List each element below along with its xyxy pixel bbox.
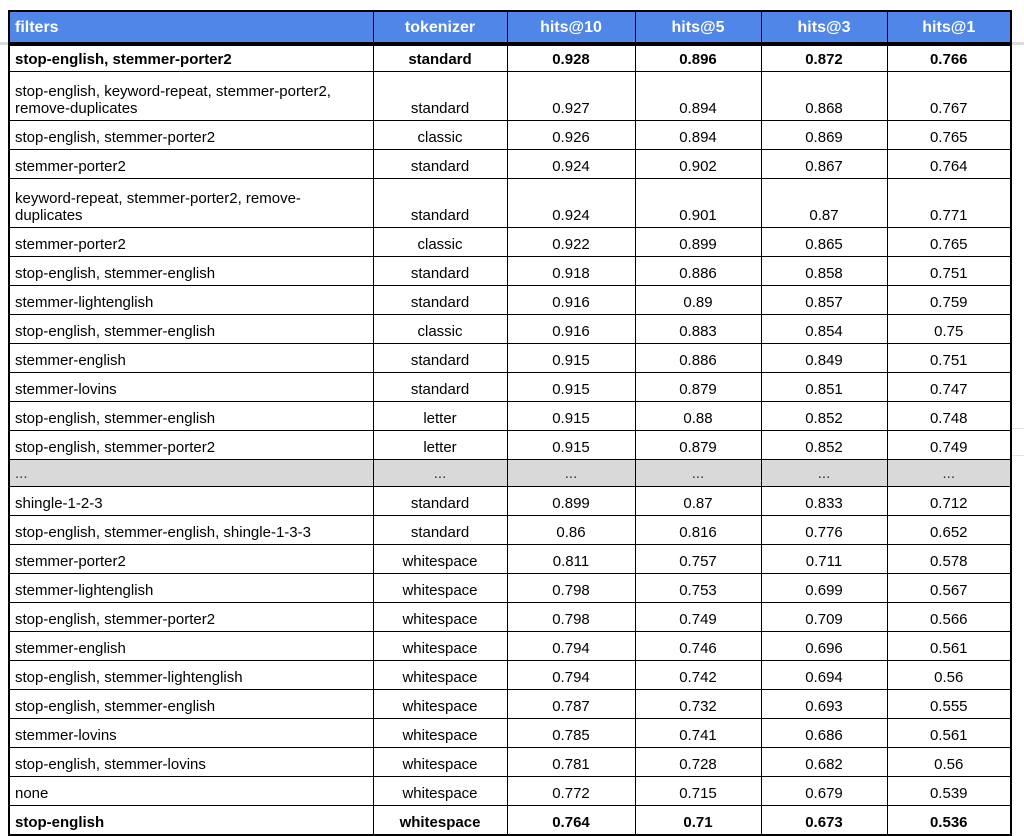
cell-filters[interactable]: stop-english, stemmer-english	[9, 690, 373, 719]
header-hits10[interactable]: hits@10	[507, 11, 635, 44]
cell-hits10[interactable]: ...	[507, 460, 635, 487]
cell-hits1[interactable]: 0.765	[887, 228, 1011, 257]
cell-hits10[interactable]: 0.787	[507, 690, 635, 719]
cell-hits10[interactable]: 0.918	[507, 257, 635, 286]
cell-hits3[interactable]: 0.693	[761, 690, 887, 719]
cell-hits10[interactable]: 0.915	[507, 373, 635, 402]
cell-hits10[interactable]: 0.915	[507, 344, 635, 373]
cell-tokenizer[interactable]: whitespace	[373, 777, 507, 806]
cell-hits5[interactable]: 0.886	[635, 257, 761, 286]
cell-filters[interactable]: stemmer-lightenglish	[9, 286, 373, 315]
table-row	[9, 748, 1011, 777]
cell-tokenizer[interactable]: whitespace	[373, 661, 507, 690]
cell-hits5[interactable]: 0.883	[635, 315, 761, 344]
cell-hits5[interactable]: 0.901	[635, 179, 761, 228]
cell-filters[interactable]: stop-english, stemmer-porter2	[9, 431, 373, 460]
table-row	[9, 402, 1011, 431]
cell-hits5[interactable]: 0.757	[635, 545, 761, 574]
cell-tokenizer[interactable]: whitespace	[373, 748, 507, 777]
results-table	[8, 10, 1012, 836]
table-row	[9, 719, 1011, 748]
cell-tokenizer[interactable]: standard	[373, 150, 507, 179]
table-row	[9, 806, 1011, 836]
cell-hits1[interactable]: 0.56	[887, 661, 1011, 690]
cell-hits10[interactable]: 0.781	[507, 748, 635, 777]
cell-filters[interactable]: stop-english, stemmer-english	[9, 402, 373, 431]
cell-hits3[interactable]: ...	[761, 460, 887, 487]
cell-tokenizer[interactable]: whitespace	[373, 632, 507, 661]
cell-tokenizer[interactable]: whitespace	[373, 719, 507, 748]
cell-hits5[interactable]: 0.902	[635, 150, 761, 179]
cell-hits3[interactable]: 0.852	[761, 402, 887, 431]
cell-hits1[interactable]: 0.536	[887, 806, 1011, 836]
grid-line	[1012, 428, 1024, 429]
grid-line	[1012, 455, 1024, 456]
table-row	[9, 516, 1011, 545]
cell-hits10[interactable]: 0.785	[507, 719, 635, 748]
cell-hits1[interactable]: 0.56	[887, 748, 1011, 777]
header-row	[9, 11, 1011, 44]
cell-hits1[interactable]: 0.712	[887, 487, 1011, 516]
cell-filters[interactable]: shingle-1-2-3	[9, 487, 373, 516]
cell-hits1[interactable]: 0.771	[887, 179, 1011, 228]
cell-tokenizer[interactable]: standard	[373, 72, 507, 121]
table-row	[9, 373, 1011, 402]
cell-hits10[interactable]: 0.926	[507, 121, 635, 150]
table-row	[9, 632, 1011, 661]
cell-tokenizer[interactable]: standard	[373, 44, 507, 72]
cell-hits3[interactable]: 0.87	[761, 179, 887, 228]
cell-hits3[interactable]: 0.673	[761, 806, 887, 836]
cell-tokenizer[interactable]: standard	[373, 516, 507, 545]
cell-filters[interactable]: stemmer-lightenglish	[9, 574, 373, 603]
cell-hits10[interactable]: 0.916	[507, 315, 635, 344]
cell-hits5[interactable]: 0.816	[635, 516, 761, 545]
cell-filters[interactable]: ...	[9, 460, 373, 487]
cell-tokenizer[interactable]: classic	[373, 121, 507, 150]
cell-hits3[interactable]: 0.849	[761, 344, 887, 373]
cell-hits5[interactable]: 0.894	[635, 72, 761, 121]
cell-tokenizer[interactable]: standard	[373, 257, 507, 286]
cell-hits1[interactable]: 0.75	[887, 315, 1011, 344]
cell-tokenizer[interactable]: standard	[373, 487, 507, 516]
cell-hits10[interactable]: 0.924	[507, 179, 635, 228]
cell-hits1[interactable]: 0.561	[887, 632, 1011, 661]
cell-hits5[interactable]: 0.896	[635, 44, 761, 72]
cell-hits5[interactable]: 0.749	[635, 603, 761, 632]
cell-hits3[interactable]: 0.857	[761, 286, 887, 315]
cell-hits1[interactable]: 0.759	[887, 286, 1011, 315]
header-hits5[interactable]: hits@5	[635, 11, 761, 44]
cell-hits5[interactable]: 0.879	[635, 431, 761, 460]
cell-hits5[interactable]: ...	[635, 460, 761, 487]
cell-tokenizer[interactable]: whitespace	[373, 690, 507, 719]
cell-filters[interactable]: stemmer-porter2	[9, 228, 373, 257]
cell-filters[interactable]: stemmer-english	[9, 344, 373, 373]
cell-hits3[interactable]: 0.858	[761, 257, 887, 286]
cell-filters[interactable]: stop-english	[9, 806, 373, 836]
cell-hits10[interactable]: 0.794	[507, 661, 635, 690]
cell-hits3[interactable]: 0.852	[761, 431, 887, 460]
cell-hits10[interactable]: 0.916	[507, 286, 635, 315]
cell-hits5[interactable]: 0.746	[635, 632, 761, 661]
table-row	[9, 603, 1011, 632]
cell-tokenizer[interactable]: whitespace	[373, 545, 507, 574]
table-row	[9, 574, 1011, 603]
cell-hits10[interactable]: 0.915	[507, 431, 635, 460]
cell-hits1[interactable]: 0.748	[887, 402, 1011, 431]
ellipsis-row	[9, 460, 1011, 487]
cell-hits3[interactable]: 0.679	[761, 777, 887, 806]
cell-hits3[interactable]: 0.776	[761, 516, 887, 545]
cell-filters[interactable]: stemmer-lovins	[9, 719, 373, 748]
cell-tokenizer[interactable]: whitespace	[373, 603, 507, 632]
cell-tokenizer[interactable]: whitespace	[373, 574, 507, 603]
table-row	[9, 661, 1011, 690]
cell-tokenizer[interactable]: standard	[373, 286, 507, 315]
cell-hits3[interactable]: 0.711	[761, 545, 887, 574]
cell-tokenizer[interactable]: classic	[373, 228, 507, 257]
cell-hits1[interactable]: ...	[887, 460, 1011, 487]
cell-filters[interactable]: stemmer-porter2	[9, 545, 373, 574]
cell-filters[interactable]: stop-english, stemmer-porter2	[9, 121, 373, 150]
cell-filters[interactable]: stop-english, stemmer-lovins	[9, 748, 373, 777]
table-row	[9, 777, 1011, 806]
cell-filters[interactable]: none	[9, 777, 373, 806]
table-row	[9, 121, 1011, 150]
cell-hits1[interactable]: 0.539	[887, 777, 1011, 806]
cell-hits10[interactable]: 0.772	[507, 777, 635, 806]
cell-hits1[interactable]: 0.566	[887, 603, 1011, 632]
cell-hits3[interactable]: 0.868	[761, 72, 887, 121]
cell-hits1[interactable]: 0.767	[887, 72, 1011, 121]
cell-hits10[interactable]: 0.86	[507, 516, 635, 545]
cell-tokenizer[interactable]: letter	[373, 402, 507, 431]
cell-hits5[interactable]: 0.87	[635, 487, 761, 516]
cell-hits10[interactable]: 0.794	[507, 632, 635, 661]
table-row	[9, 179, 1011, 228]
table-row	[9, 257, 1011, 286]
cell-tokenizer[interactable]: ...	[373, 460, 507, 487]
table-row	[9, 344, 1011, 373]
cell-hits3[interactable]: 0.869	[761, 121, 887, 150]
cell-hits5[interactable]: 0.715	[635, 777, 761, 806]
cell-hits10[interactable]: 0.928	[507, 44, 635, 72]
cell-hits3[interactable]: 0.865	[761, 228, 887, 257]
cell-hits3[interactable]: 0.694	[761, 661, 887, 690]
cell-tokenizer[interactable]: standard	[373, 373, 507, 402]
cell-hits10[interactable]: 0.798	[507, 574, 635, 603]
cell-hits3[interactable]: 0.686	[761, 719, 887, 748]
table-row	[9, 44, 1011, 72]
cell-tokenizer[interactable]: standard	[373, 344, 507, 373]
table-row	[9, 690, 1011, 719]
table-row	[9, 286, 1011, 315]
cell-hits1[interactable]: 0.764	[887, 150, 1011, 179]
cell-hits1[interactable]: 0.578	[887, 545, 1011, 574]
header-tokenizer[interactable]: tokenizer	[373, 11, 507, 44]
cell-hits10[interactable]: 0.922	[507, 228, 635, 257]
cell-filters[interactable]: stop-english, stemmer-lightenglish	[9, 661, 373, 690]
cell-hits5[interactable]: 0.899	[635, 228, 761, 257]
cell-filters[interactable]: keyword-repeat, stemmer-porter2, remove-duplicates	[9, 179, 373, 228]
cell-hits5[interactable]: 0.732	[635, 690, 761, 719]
cell-hits5[interactable]: 0.753	[635, 574, 761, 603]
cell-hits5[interactable]: 0.728	[635, 748, 761, 777]
cell-filters[interactable]: stop-english, stemmer-english	[9, 315, 373, 344]
cell-hits1[interactable]: 0.567	[887, 574, 1011, 603]
cell-filters[interactable]: stop-english, stemmer-english, shingle-1-3-3	[9, 516, 373, 545]
cell-hits5[interactable]: 0.88	[635, 402, 761, 431]
cell-hits10[interactable]: 0.924	[507, 150, 635, 179]
cell-hits5[interactable]: 0.886	[635, 344, 761, 373]
cell-hits1[interactable]: 0.652	[887, 516, 1011, 545]
cell-hits3[interactable]: 0.833	[761, 487, 887, 516]
cell-filters[interactable]: stop-english, stemmer-porter2	[9, 44, 373, 72]
table-row	[9, 72, 1011, 121]
cell-hits5[interactable]: 0.879	[635, 373, 761, 402]
cell-filters[interactable]: stemmer-lovins	[9, 373, 373, 402]
cell-hits1[interactable]: 0.555	[887, 690, 1011, 719]
cell-hits3[interactable]: 0.696	[761, 632, 887, 661]
cell-tokenizer[interactable]: standard	[373, 179, 507, 228]
cell-hits3[interactable]: 0.851	[761, 373, 887, 402]
table-row	[9, 545, 1011, 574]
table-row	[9, 228, 1011, 257]
cell-hits5[interactable]: 0.741	[635, 719, 761, 748]
cell-filters[interactable]: stemmer-english	[9, 632, 373, 661]
cell-hits10[interactable]: 0.927	[507, 72, 635, 121]
cell-hits5[interactable]: 0.894	[635, 121, 761, 150]
cell-hits10[interactable]: 0.798	[507, 603, 635, 632]
cell-hits3[interactable]: 0.682	[761, 748, 887, 777]
cell-hits3[interactable]: 0.699	[761, 574, 887, 603]
cell-hits10[interactable]: 0.899	[507, 487, 635, 516]
cell-hits1[interactable]: 0.751	[887, 344, 1011, 373]
cell-hits1[interactable]: 0.766	[887, 44, 1011, 72]
table-row	[9, 431, 1011, 460]
table-row	[9, 315, 1011, 344]
cell-hits3[interactable]: 0.867	[761, 150, 887, 179]
header-hits1[interactable]: hits@1	[887, 11, 1011, 44]
cell-hits10[interactable]: 0.811	[507, 545, 635, 574]
cell-hits1[interactable]: 0.561	[887, 719, 1011, 748]
cell-hits5[interactable]: 0.89	[635, 286, 761, 315]
header-hits3[interactable]: hits@3	[761, 11, 887, 44]
cell-hits1[interactable]: 0.751	[887, 257, 1011, 286]
header-filters[interactable]: filters	[9, 11, 373, 44]
cell-filters[interactable]: stop-english, keyword-repeat, stemmer-porter2, remove-duplicates	[9, 72, 373, 121]
cell-hits3[interactable]: 0.872	[761, 44, 887, 72]
cell-hits10[interactable]: 0.915	[507, 402, 635, 431]
cell-filters[interactable]: stop-english, stemmer-english	[9, 257, 373, 286]
cell-hits1[interactable]: 0.747	[887, 373, 1011, 402]
cell-tokenizer[interactable]: classic	[373, 315, 507, 344]
table-row	[9, 150, 1011, 179]
cell-filters[interactable]: stop-english, stemmer-porter2	[9, 603, 373, 632]
cell-hits5[interactable]: 0.71	[635, 806, 761, 836]
cell-hits1[interactable]: 0.749	[887, 431, 1011, 460]
table-row	[9, 487, 1011, 516]
cell-tokenizer[interactable]: letter	[373, 431, 507, 460]
cell-hits3[interactable]: 0.709	[761, 603, 887, 632]
cell-hits10[interactable]: 0.764	[507, 806, 635, 836]
cell-hits5[interactable]: 0.742	[635, 661, 761, 690]
cell-filters[interactable]: stemmer-porter2	[9, 150, 373, 179]
cell-hits1[interactable]: 0.765	[887, 121, 1011, 150]
cell-tokenizer[interactable]: whitespace	[373, 806, 507, 836]
cell-hits3[interactable]: 0.854	[761, 315, 887, 344]
